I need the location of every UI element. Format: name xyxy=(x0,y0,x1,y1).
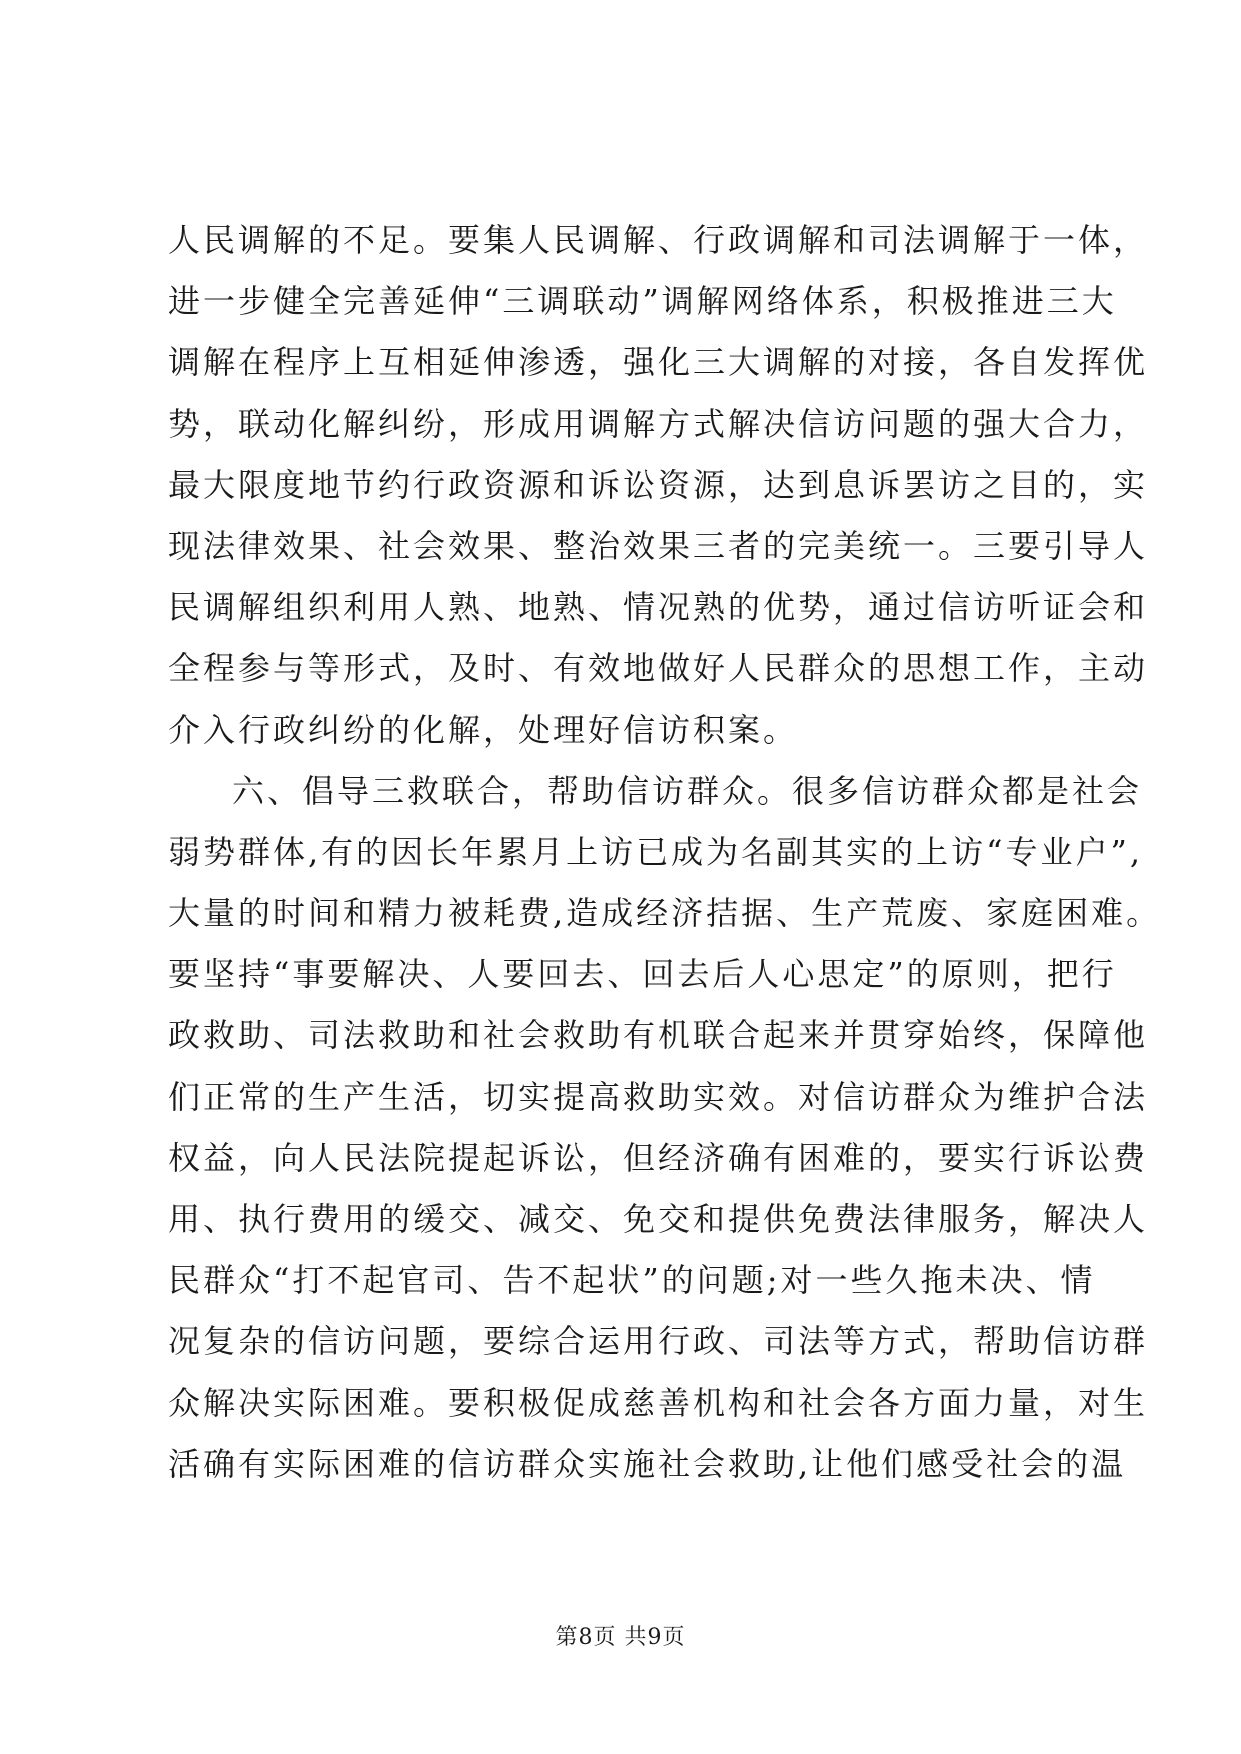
text-line: 要坚持“事要解决、人要回去、回去后人心思定”的原则，把行 xyxy=(168,955,1117,994)
text-line: 众解决实际困难。要积极促成慈善机构和社会各方面力量，对生 xyxy=(168,1383,1149,1422)
text-line: 活确有实际困难的信访群众实施社会救助,让他们感受社会的温 xyxy=(168,1444,1127,1483)
text-line: 权益，向人民法院提起诉讼，但经济确有困难的，要实行诉讼费 xyxy=(168,1138,1149,1177)
text-line: 人民调解的不足。要集人民调解、行政调解和司法调解于一体， xyxy=(168,221,1149,259)
text-line: 六、倡导三救联合，帮助信访群众。很多信访群众都是社会 xyxy=(232,771,1143,810)
text-line: 政救助、司法救助和社会救助有机联合起来并贯穿始终，保障他 xyxy=(168,1016,1149,1055)
text-line: 民调解组织利用人熟、地熟、情况熟的优势，通过信访听证会和 xyxy=(168,588,1149,627)
page-footer: 第8页 共9页 xyxy=(555,1625,686,1650)
text-line: 全程参与等形式，及时、有效地做好人民群众的思想工作，主动 xyxy=(168,649,1149,688)
text-line: 势，联动化解纠纷，形成用调解方式解决信访问题的强大合力， xyxy=(168,404,1149,443)
text-line: 进一步健全完善延伸“三调联动”调解网络体系，积极推进三大 xyxy=(168,282,1117,321)
text-line: 大量的时间和精力被耗费,造成经济拮据、生产荒废、家庭困难。 xyxy=(168,894,1162,933)
text-line: 调解在程序上互相延伸渗透，强化三大调解的对接，各自发挥优 xyxy=(168,343,1149,382)
text-line: 况复杂的信访问题，要综合运用行政、司法等方式，帮助信访群 xyxy=(168,1322,1149,1361)
text-line: 民群众“打不起官司、告不起状”的问题;对一些久拖未决、情 xyxy=(168,1261,1096,1300)
body-text xyxy=(168,210,1162,1495)
text-line: 弱势群体,有的因长年累月上访已成为名副其实的上访“专业户”, xyxy=(168,832,1144,871)
text-line: 现法律效果、社会效果、整治效果三者的完美统一。三要引导人 xyxy=(168,526,1149,565)
text-line: 用、执行费用的缓交、减交、免交和提供免费法律服务，解决人 xyxy=(168,1200,1149,1238)
text-line: 最大限度地节约行政资源和诉讼资源，达到息诉罢访之目的，实 xyxy=(168,465,1149,504)
text-line: 们正常的生产生活，切实提高救助实效。对信访群众为维护合法 xyxy=(168,1077,1149,1116)
text-line: 介入行政纠纷的化解，处理好信访积案。 xyxy=(168,710,799,749)
